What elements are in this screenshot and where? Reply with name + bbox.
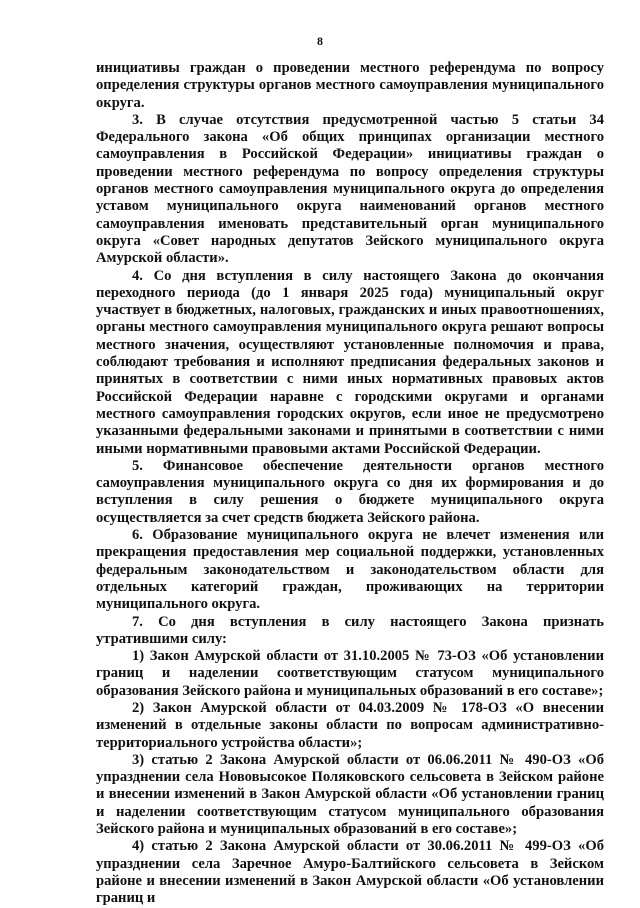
document-body bbox=[96, 60, 604, 908]
paragraph-item-6: 6. Образование муниципального округа не влечет изменения или прекращения предоставления мер социальной поддержки, установленных федеральным законодательством и законодательством области для отдельных категорий граждан, проживающих на территории муниципального округа. bbox=[96, 527, 604, 613]
list-item-3: 3) статью 2 Закона Амурской области от 06.06.2011 № 490-ОЗ «Об упразднении села Нововысокое Поляковского сельсовета в Зейском районе и внесении изменений в Закон Амурской области «Об установлении границ и наделении соответствующим статусом муниципального образования Зейского района и муниципальных образований в его составе»; bbox=[96, 751, 604, 838]
list-item-1: 1) Закон Амурской области от 31.10.2005 № 73-ОЗ «Об установлении границ и наделении соответствующим статусом муниципального образования Зейского района и муниципальных образований в его составе»; bbox=[96, 648, 604, 699]
list-item-4: 4) статью 2 Закона Амурской области от 30.06.2011 № 499-ОЗ «Об упразднении села Заречное Амуро-Балтийского сельсовета в Зейском районе и внесении изменений в Закон Амурской области «Об установлении границ и bbox=[96, 838, 604, 907]
page-number: 8 bbox=[317, 34, 323, 48]
paragraph-continuation: инициативы граждан о проведении местного референдума по вопросу определения структуры органов местного самоуправления муниципального округа. bbox=[96, 60, 604, 111]
paragraph-item-5: 5. Финансовое обеспечение деятельности органов местного самоуправления муниципального округа со дня их формирования и до вступления в силу решения о бюджете муниципального округа осуществляется за счет средств бюджета Зейского района. bbox=[96, 457, 604, 526]
list-item-2: 2) Закон Амурской области от 04.03.2009 № 178-ОЗ «О внесении изменений в отдельные законы области по вопросам административно-территориального устройства области»; bbox=[96, 699, 604, 751]
paragraph-item-7: 7. Со дня вступления в силу настоящего Закона признать утратившими силу: bbox=[96, 613, 604, 647]
paragraph-item-4: 4. Со дня вступления в силу настоящего Закона до окончания переходного периода (до 1 января 2025 года) муниципальный округ участвует в бюджетных, налоговых, гражданских и иных правоотношениях, органы местного самоуправления муниципального округа решают вопросы местного значения, осуществляют установленные полномочия и права, соблюдают требования и исполняют предписания федеральных законов и принятых в соответствии с ними иных нормативных правовых актов Российской Федерации наравне с городскими округами и органами местного самоуправления городских округов, если иное не предусмотрено указанными федеральными законами и принятыми в соответствии с ними иными нормативными правовыми актами Российской Федерации. bbox=[96, 267, 604, 457]
paragraph-item-3: 3. В случае отсутствия предусмотренной частью 5 статьи 34 Федерального закона «Об общих принципах организации местного самоуправления в Российской Федерации» инициативы граждан о проведении местного референдума по вопросу определения структуры органов местного самоуправления муниципального округа до определения уставом муниципального округа наименований органов местного самоуправления именовать представительный орган муниципального округа «Совет народных депутатов Зейского муниципального округа Амурской области». bbox=[96, 111, 604, 267]
